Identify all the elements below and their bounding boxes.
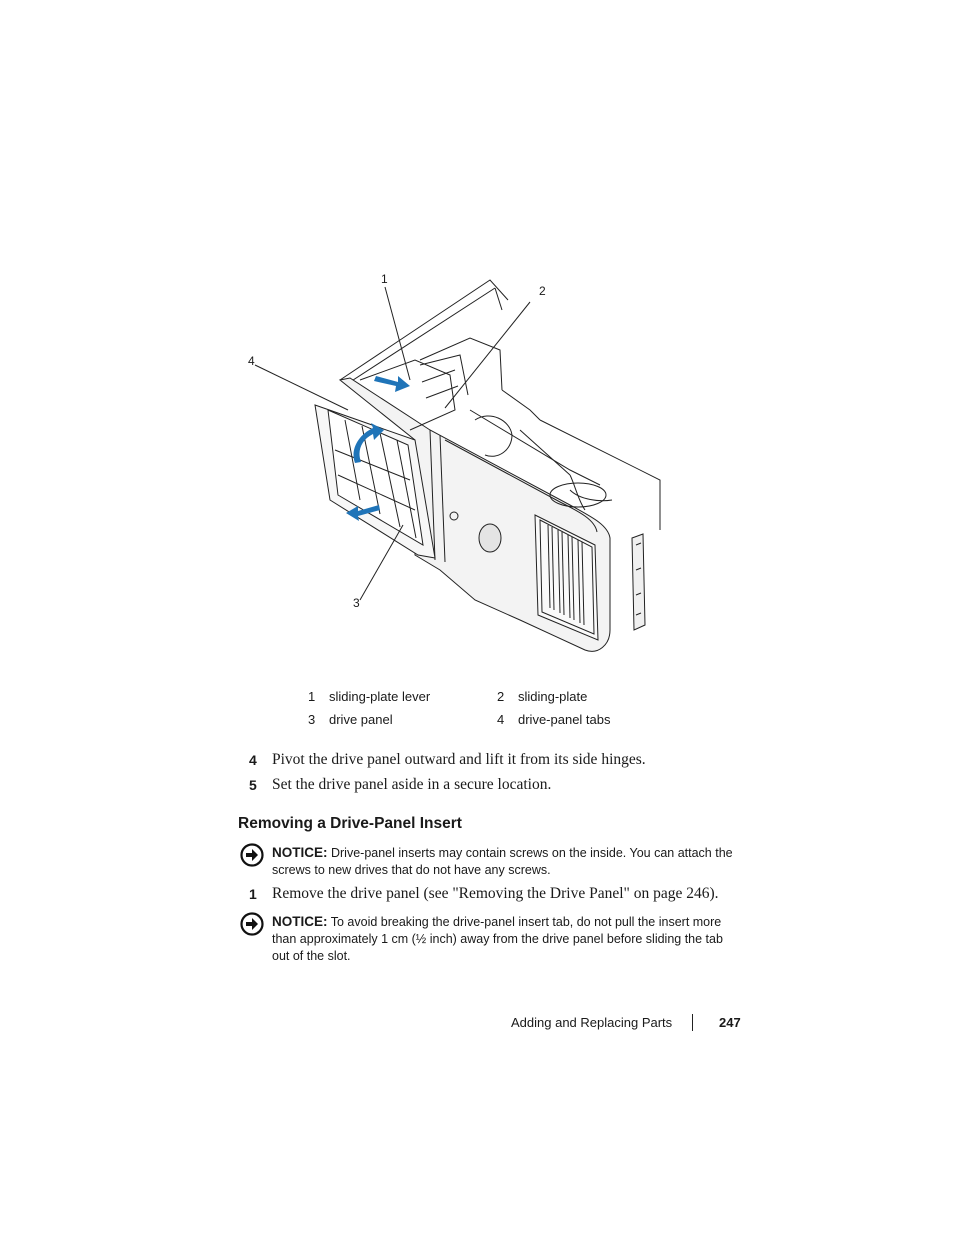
- notice-arrow-icon: [240, 912, 264, 936]
- callout-4: 4: [248, 354, 255, 368]
- callout-1: 1: [381, 272, 388, 286]
- legend-row: [308, 689, 638, 712]
- notice-text: To avoid breaking the drive-panel insert tab, do not pull the insert more than approximately 1 cm (½ inch) away from the drive panel before sliding the tab out of the slot.: [272, 915, 723, 963]
- legend-num: 1: [308, 689, 316, 704]
- step-text: Set the drive panel aside in a secure location.: [272, 776, 552, 793]
- computer-illustration: [240, 270, 670, 660]
- page-footer: [511, 1015, 741, 1030]
- page-number: 247: [719, 1015, 741, 1030]
- step-text: Pivot the drive panel outward and lift it from its side hinges.: [272, 751, 646, 768]
- figure-drive-panel: [240, 270, 670, 660]
- notice-label: NOTICE:: [272, 845, 328, 860]
- legend-label: drive-panel tabs: [518, 712, 611, 727]
- notice-body: [272, 913, 742, 965]
- footer-section-title: Adding and Replacing Parts: [511, 1015, 673, 1030]
- legend-label: sliding-plate: [518, 689, 588, 704]
- callout-2: 2: [539, 284, 546, 298]
- section-heading: Removing a Drive-Panel Insert: [238, 815, 462, 832]
- legend-num: 3: [308, 712, 316, 727]
- callout-3: 3: [353, 596, 360, 610]
- legend-label: drive panel: [329, 712, 393, 727]
- arrow-slide: [374, 376, 410, 392]
- figure-legend: [308, 689, 638, 735]
- step-number: 1: [249, 886, 257, 902]
- legend-label: sliding-plate lever: [329, 689, 431, 704]
- step-number: 4: [249, 752, 257, 768]
- notice-text: Drive-panel inserts may contain screws on the inside. You can attach the screws to new drives that do not have any screws.: [272, 846, 733, 877]
- step-text: Remove the drive panel (see "Removing the Drive Panel" on page 246).: [272, 885, 719, 902]
- legend-num: 4: [497, 712, 505, 727]
- footer-divider: [692, 1014, 693, 1031]
- notice-label: NOTICE:: [272, 914, 328, 929]
- notice-body: [272, 844, 742, 879]
- legend-row: [308, 712, 638, 735]
- step-number: 5: [249, 777, 257, 793]
- notice-arrow-icon: [240, 843, 264, 867]
- legend-num: 2: [497, 689, 505, 704]
